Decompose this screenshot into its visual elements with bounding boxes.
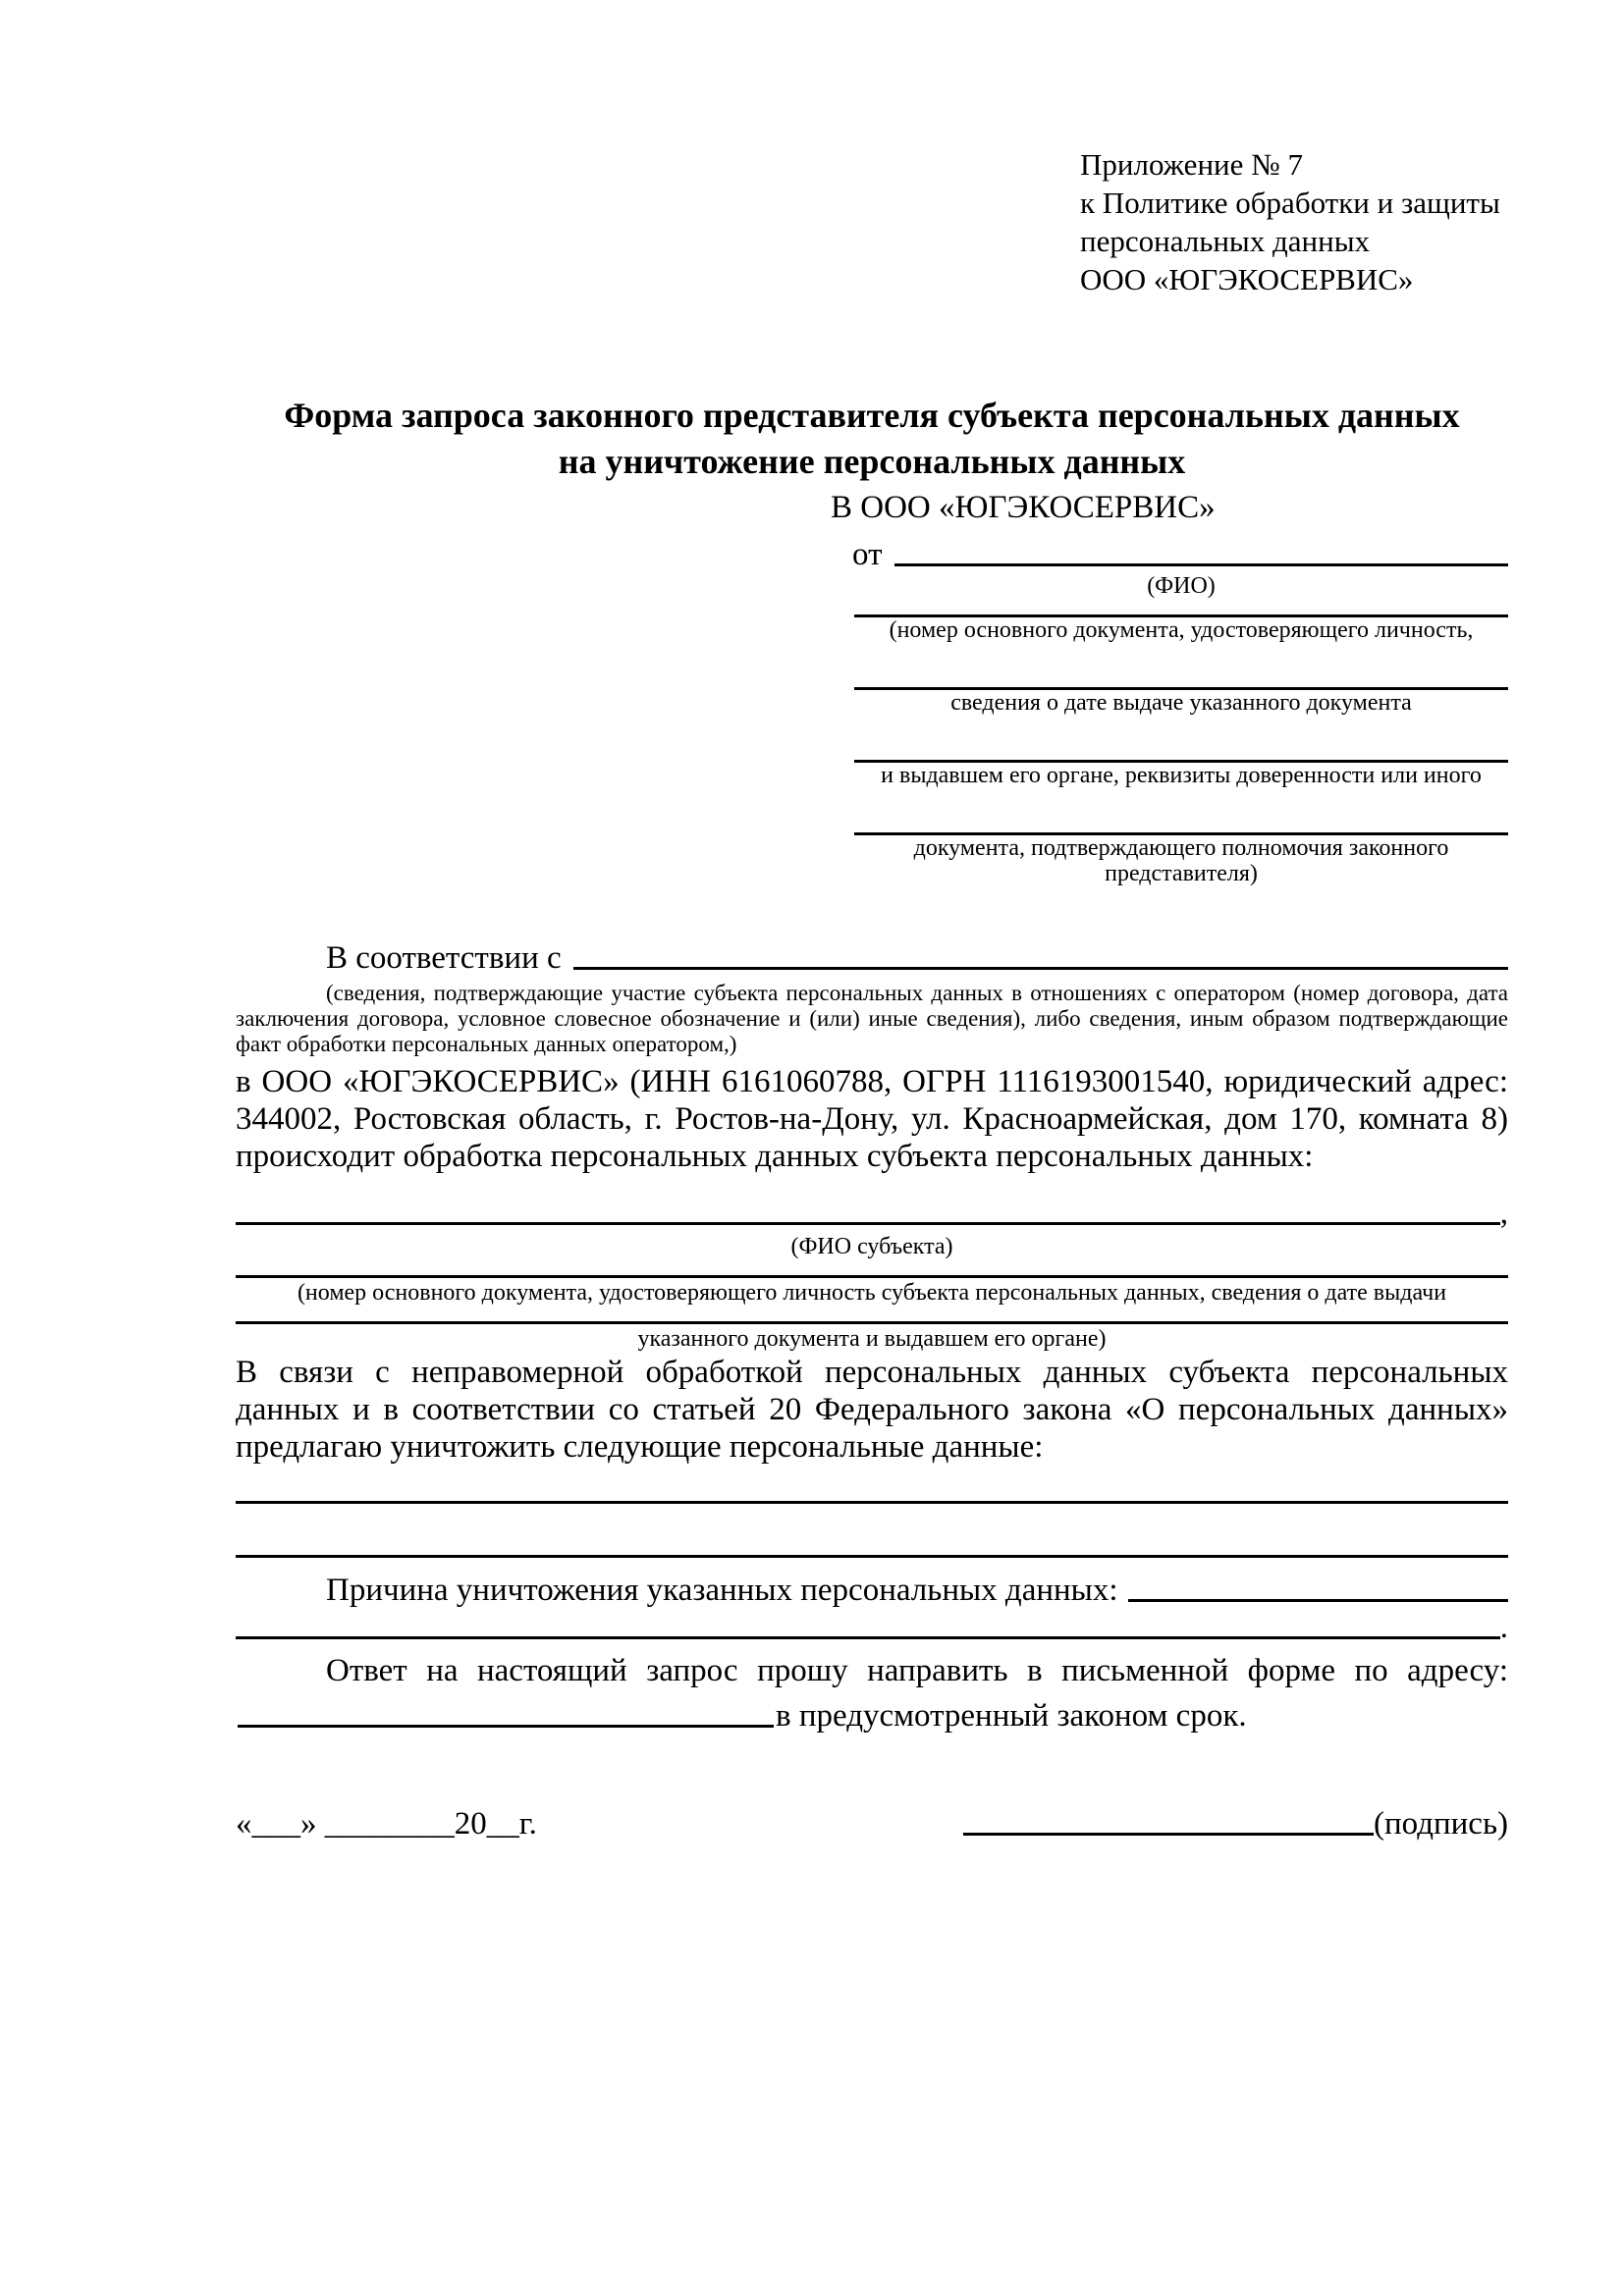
subject-fio-caption: (ФИО субъекта) bbox=[790, 1234, 953, 1259]
subject-doc-caption-1: (номер основного документа, удостоверяющего личность субъекта персональных данных, сведения о дате выдачи bbox=[297, 1280, 1447, 1306]
subject-fio-trailing-comma: , bbox=[1499, 1196, 1508, 1231]
accordance-row bbox=[236, 932, 1508, 977]
subject-doc-input-line-2[interactable] bbox=[236, 1321, 1508, 1324]
subject-doc-input-line-1[interactable] bbox=[236, 1275, 1508, 1278]
reply-tail: в предусмотренный законом срок. bbox=[776, 1698, 1247, 1734]
rep-doc-field-4 bbox=[831, 832, 1508, 886]
reason-trailing-period: . bbox=[1499, 1610, 1508, 1645]
annex-line-2: к Политике обработки и защиты bbox=[1080, 186, 1500, 220]
accordance-label: В соответствии с bbox=[326, 940, 562, 976]
annex-note bbox=[1080, 145, 1508, 298]
reason-continuation-row bbox=[236, 1609, 1508, 1646]
accordance-caption: (сведения, подтверждающие участие субъекта персональных данных в отношениях с оператором (номер договора, дата заключения договора, условное словесное обозначение и (или) иные сведения), либо сведения, иным образом подтверждающие факт обработки персональных данных оператором,) bbox=[236, 981, 1508, 1056]
annex-line-1: Приложение № 7 bbox=[1080, 147, 1303, 182]
addressee-to: В ООО «ЮГЭКОСЕРВИС» bbox=[831, 490, 1216, 525]
accordance-input-line[interactable] bbox=[573, 967, 1508, 970]
subject-doc-caption-2: указанного документа и выдавшем его органе) bbox=[637, 1326, 1107, 1352]
signature-group bbox=[963, 1806, 1508, 1842]
rep-doc-caption-4: документа, подтверждающего полномочия законного представителя) bbox=[913, 835, 1449, 886]
signature-caption: (подпись) bbox=[1374, 1806, 1508, 1842]
personal-data-input-line-2[interactable] bbox=[236, 1555, 1508, 1558]
rep-doc-caption-3: и выдавшем его органе, реквизиты доверенности или иного bbox=[881, 763, 1482, 788]
footer-row bbox=[236, 1797, 1508, 1842]
representative-fio-input-line[interactable] bbox=[894, 563, 1509, 566]
signature-input-line[interactable] bbox=[963, 1833, 1374, 1836]
form-title-line-1: Форма запроса законного представителя субъекта персональных данных bbox=[284, 396, 1460, 435]
rep-doc-caption-1: (номер основного документа, удостоверяющего личность, bbox=[889, 617, 1474, 643]
reason-label: Причина уничтожения указанных персональных данных: bbox=[326, 1573, 1118, 1608]
date-blank[interactable]: «___» ________20__г. bbox=[236, 1806, 537, 1842]
subject-fio-row bbox=[236, 1189, 1508, 1232]
from-label: от bbox=[852, 537, 883, 572]
reason-input-line-1[interactable] bbox=[1128, 1599, 1508, 1602]
rep-doc-field-3 bbox=[831, 760, 1508, 788]
reply-row bbox=[236, 1689, 1508, 1735]
reason-row bbox=[236, 1566, 1508, 1609]
form-title-line-2: на уничтожение персональных данных bbox=[558, 442, 1186, 481]
rep-doc-field-2 bbox=[831, 687, 1508, 716]
operator-paragraph: в ООО «ЮГЭКОСЕРВИС» (ИНН 6161060788, ОГРН 1116193001540, юридический адрес: 344002, Ростовская область, г. Ростов-на-Дону, ул. Красноармейская, дом 170, комната 8) происходит обработка персональных данных субъекта персональных данных: bbox=[236, 1064, 1508, 1174]
addressee-block bbox=[831, 487, 1508, 886]
annex-line-4: ООО «ЮГЭКОСЕРВИС» bbox=[1080, 262, 1414, 296]
reply-address-input-line[interactable] bbox=[238, 1725, 774, 1728]
page-content bbox=[236, 0, 1508, 1842]
personal-data-input-line-1[interactable] bbox=[236, 1501, 1508, 1504]
representative-fio-caption: (ФИО) bbox=[1147, 573, 1216, 599]
subject-fio-input-line[interactable] bbox=[236, 1222, 1500, 1225]
reply-sentence: Ответ на настоящий запрос прошу направить в письменной форме по адресу: bbox=[326, 1653, 1508, 1688]
form-title bbox=[236, 393, 1508, 485]
rep-doc-field-1 bbox=[831, 614, 1508, 643]
request-paragraph: В связи с неправомерной обработкой персональных данных субъекта персональных данных и в соответствии со статьей 20 Федерального закона «О персональных данных» предлагаю уничтожить следующие персональные данные: bbox=[236, 1355, 1508, 1465]
reason-input-line-2[interactable] bbox=[236, 1636, 1500, 1639]
rep-doc-caption-2: сведения о дате выдаче указанного документа bbox=[950, 690, 1412, 716]
from-row bbox=[831, 528, 1508, 573]
annex-line-3: персональных данных bbox=[1080, 224, 1371, 258]
